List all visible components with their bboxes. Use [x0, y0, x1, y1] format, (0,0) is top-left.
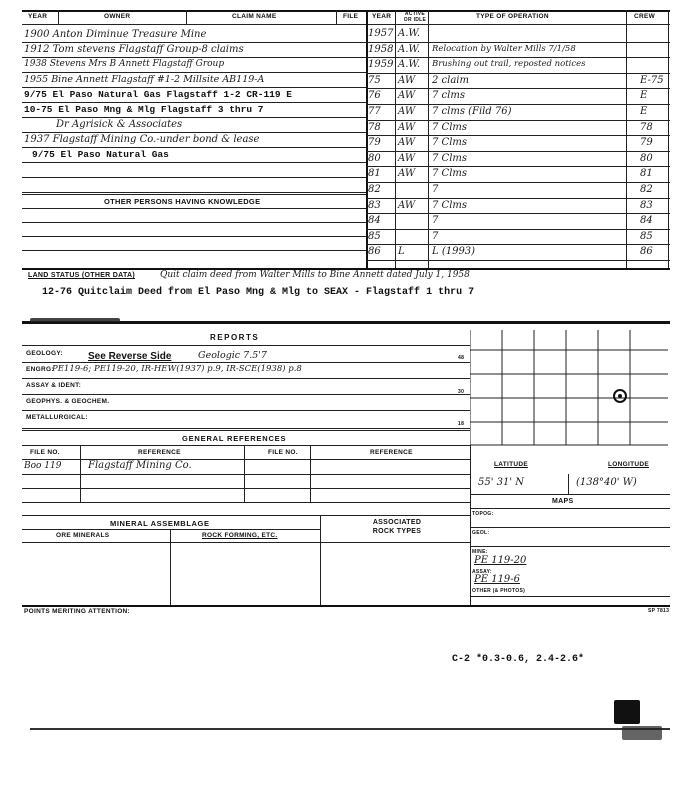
owner-row: 9/75 El Paso Natural Gas: [32, 149, 169, 160]
side-num: 48: [458, 355, 465, 361]
activity-operation: 7: [432, 184, 439, 195]
row-rule: [22, 430, 470, 431]
row-rule: [22, 488, 470, 489]
activity-year: 75: [368, 74, 381, 86]
activity-status: AW: [398, 168, 416, 180]
header-file: FILE: [343, 13, 359, 20]
activity-year: 1959: [368, 59, 394, 71]
activity-row-rule: [366, 260, 670, 261]
row-rule: [22, 236, 366, 237]
activity-crew: 83: [640, 199, 653, 211]
row-rule: [470, 596, 670, 597]
activity-row-rule: [366, 88, 670, 89]
activity-operation: 7 Clms: [432, 168, 468, 180]
activity-year: 76: [368, 90, 381, 102]
ore-minerals-label: ORE MINERALS: [56, 532, 110, 539]
geology-hand: Geologic 7.5'7: [198, 350, 267, 361]
header-top-rule: [22, 10, 670, 12]
activity-crew: 80: [640, 152, 653, 164]
reports-title: REPORTS: [210, 333, 260, 342]
geophys-label: GEOPHYS. & GEOCHEM.: [26, 398, 110, 405]
location-grid: [470, 330, 670, 460]
black-marker: [614, 700, 640, 724]
smudge: [30, 318, 120, 322]
activity-year: 80: [368, 152, 381, 164]
activity-status: AW: [398, 137, 416, 149]
activity-crew: 86: [640, 246, 653, 258]
row-rule: [22, 542, 470, 543]
activity-crew: 79: [640, 137, 653, 149]
col-divider: [170, 529, 171, 605]
maps-label: MAPS: [552, 498, 574, 505]
activity-operation: 7 clms (Fild 76): [432, 106, 512, 117]
activity-crew: E: [640, 106, 648, 117]
row-rule: [22, 445, 470, 446]
gr-col: FILE NO.: [268, 449, 298, 456]
row-rule: [22, 57, 366, 58]
activity-operation: 7 Clms: [432, 121, 468, 133]
gr-col: FILE NO.: [30, 449, 60, 456]
activity-row-rule: [366, 73, 670, 74]
row-rule: [22, 250, 366, 251]
land-status-label: LAND STATUS (OTHER DATA): [28, 272, 136, 279]
gr-reference: Flagstaff Mining Co.: [88, 460, 192, 471]
engrg-value: PE119-6; PE119-20, IR-HEW(1937) p.9, IR-SCE(1938) p.8: [52, 364, 302, 374]
owner-row: 1938 Stevens Mrs B Annett Flagstaff Group: [24, 59, 225, 69]
land-status-typed: 12-76 Quitclaim Deed from El Paso Mng & Mlg to SEAX - Flagstaff 1 thru 7: [42, 287, 475, 298]
activity-crew: 84: [640, 215, 653, 227]
header-year: YEAR: [28, 13, 48, 20]
row-rule: [470, 494, 670, 495]
header-bottom-rule: [22, 24, 670, 25]
latitude-label: LATITUDE: [494, 461, 529, 468]
col-divider: [186, 10, 187, 24]
col-divider: [310, 445, 311, 502]
owner-row: Dr Agrisick & Associates: [56, 119, 183, 130]
gr-col: REFERENCE: [370, 449, 413, 456]
activity-status: A.W.: [398, 59, 421, 71]
activity-crew: 81: [640, 168, 653, 180]
activity-status: A.W.: [398, 43, 421, 55]
assoc-rock-label: ASSOCIATED ROCK TYPES: [372, 519, 422, 535]
activity-operation: 7 Clms: [432, 199, 468, 211]
activity-status: AW: [398, 106, 416, 117]
header-active-idle: ACTIVE OR IDLE: [403, 11, 427, 23]
row-rule: [22, 177, 366, 178]
assay-map-label: ASSAY:: [472, 569, 492, 575]
row-rule: [22, 194, 366, 195]
activity-year: 81: [368, 168, 381, 180]
activity-status: L: [398, 246, 405, 258]
row-rule: [30, 728, 670, 730]
activity-year: 79: [368, 137, 381, 149]
activity-operation: Relocation by Walter Mills 7/1/58: [432, 43, 576, 54]
owner-row: 1900 Anton Diminue Treasure Mine: [24, 29, 207, 40]
row-rule: [22, 87, 366, 88]
activity-crew: 82: [640, 184, 653, 195]
row-rule: [470, 527, 670, 528]
row-rule: [22, 208, 366, 209]
side-num: 18: [458, 421, 465, 427]
col-divider: [470, 445, 471, 605]
rock-forming-label: ROCK FORMING, ETC.: [202, 532, 278, 539]
header-owner: OWNER: [104, 13, 131, 20]
row-rule: [22, 42, 366, 43]
row-rule: [22, 102, 366, 103]
row-rule: [22, 529, 320, 530]
other-persons-label: OTHER PERSONS HAVING KNOWLEDGE: [104, 197, 261, 206]
activity-operation: 7: [432, 215, 439, 227]
activity-operation: Brushing out trail, reposted notices: [432, 59, 586, 70]
row-rule: [22, 362, 470, 363]
activity-operation: 2 claim: [432, 74, 469, 86]
activity-row-rule: [366, 198, 670, 199]
gr-col: REFERENCE: [138, 449, 181, 456]
activity-row-rule: [366, 151, 670, 152]
owner-row: 1937 Flagstaff Mining Co.-under bond & lease: [24, 134, 260, 145]
general-references-title: GENERAL REFERENCES: [182, 434, 287, 443]
row-rule: [22, 605, 670, 607]
engrg-label: ENGRG:: [26, 366, 54, 373]
header-year-right: YEAR: [372, 13, 392, 20]
longitude-value: (138°40' W): [576, 477, 637, 488]
points-note: C-2 *0.3-0.6, 2.4-2.6*: [452, 654, 585, 665]
col-divider: [336, 10, 337, 24]
metallurgical-label: METALLURGICAL:: [26, 414, 88, 421]
activity-crew: 85: [640, 230, 653, 242]
smudge: [622, 726, 662, 740]
owner-row: 1955 Bine Annett Flagstaff #1-2 Millsite AB119-A: [24, 74, 265, 85]
activity-year: 84: [368, 215, 381, 227]
activity-year: 78: [368, 121, 381, 133]
activity-row-rule: [366, 42, 670, 43]
activity-status: AW: [398, 199, 416, 211]
activity-status: AW: [398, 152, 416, 164]
row-rule: [22, 428, 470, 429]
row-rule: [22, 132, 366, 133]
mine-label: MINE:: [472, 549, 488, 555]
activity-status: A.W.: [398, 28, 421, 39]
activity-year: 83: [368, 199, 381, 211]
side-num: 30: [458, 389, 465, 395]
activity-year: 77: [368, 106, 381, 117]
topog-label: TOPOG:: [472, 511, 494, 517]
activity-status: AW: [398, 121, 416, 133]
activity-crew: 78: [640, 121, 653, 133]
header-claim-name: CLAIM NAME: [232, 13, 277, 20]
activity-status: AW: [398, 74, 416, 86]
col-divider: [80, 445, 81, 502]
header-crew: CREW: [634, 13, 656, 20]
row-rule: [22, 410, 470, 411]
activity-operation: 7 Clms: [432, 152, 468, 164]
activity-year: 1957: [368, 28, 394, 39]
points-label: POINTS MERITING ATTENTION:: [24, 608, 131, 615]
activity-row-rule: [366, 57, 670, 58]
activity-year: 85: [368, 230, 381, 242]
row-rule: [22, 345, 470, 346]
row-rule: [22, 162, 366, 163]
activity-row-rule: [366, 213, 670, 214]
row-rule: [470, 508, 670, 509]
gr-file-no: Boo 119: [24, 461, 62, 471]
activity-row-rule: [366, 244, 670, 245]
activity-operation: 7 clms: [432, 90, 465, 102]
activity-row-rule: [366, 120, 670, 121]
row-rule: [22, 502, 470, 503]
row-rule: [22, 378, 470, 379]
activity-year: 86: [368, 246, 381, 258]
row-rule: [22, 515, 470, 516]
activity-crew: E: [640, 90, 648, 102]
row-rule: [22, 222, 366, 223]
assay-map-value: PE 119-6: [474, 574, 521, 585]
col-divider: [568, 474, 569, 494]
col-divider: [320, 515, 321, 605]
activity-crew: E-75: [640, 74, 664, 86]
row-rule: [22, 394, 470, 395]
col-divider: [244, 445, 245, 502]
geology-label: GEOLOGY:: [26, 350, 63, 357]
mineral-title: MINERAL ASSEMBLAGE: [110, 519, 210, 528]
mine-value: PE 119-20: [474, 555, 527, 566]
land-status-hand: Quit claim deed from Walter Mills to Bine Annett dated July 1, 1958: [160, 270, 470, 280]
activity-operation: L (1993): [432, 246, 476, 258]
longitude-label: LONGITUDE: [608, 461, 649, 468]
col-divider: [58, 10, 59, 24]
row-rule: [22, 192, 366, 193]
activity-row-rule: [366, 135, 670, 136]
row-rule: [470, 546, 670, 547]
latitude-value: 55' 31' N: [478, 477, 525, 488]
owner-row: 9/75 El Paso Natural Gas Flagstaff 1-2 CR-119 E: [24, 89, 292, 100]
activity-row-rule: [366, 104, 670, 105]
row-rule: [22, 117, 366, 118]
activity-status: AW: [398, 90, 416, 102]
row-rule: [22, 72, 366, 73]
owner-row: 10-75 El Paso Mng & Mlg Flagstaff 3 thru 7: [24, 104, 264, 115]
form-number: SP 7813: [648, 608, 670, 614]
geol-label: GEOL:: [472, 530, 490, 536]
geology-value: See Reverse Side: [88, 351, 172, 362]
other-photos-label: OTHER (& PHOTOS): [472, 588, 526, 594]
activity-row-rule: [366, 182, 670, 183]
activity-year: 1958: [368, 43, 394, 55]
activity-row-rule: [366, 229, 670, 230]
activity-operation: 7: [432, 230, 439, 242]
header-type-operation: TYPE OF OPERATION: [476, 13, 549, 20]
owner-row: 1912 Tom stevens Flagstaff Group-8 claims: [24, 44, 244, 55]
activity-year: 82: [368, 184, 381, 195]
assay-label: ASSAY & IDENT:: [26, 382, 82, 389]
activity-operation: 7 Clms: [432, 137, 468, 149]
activity-row-rule: [366, 166, 670, 167]
row-rule: [22, 474, 470, 475]
row-rule: [22, 147, 366, 148]
